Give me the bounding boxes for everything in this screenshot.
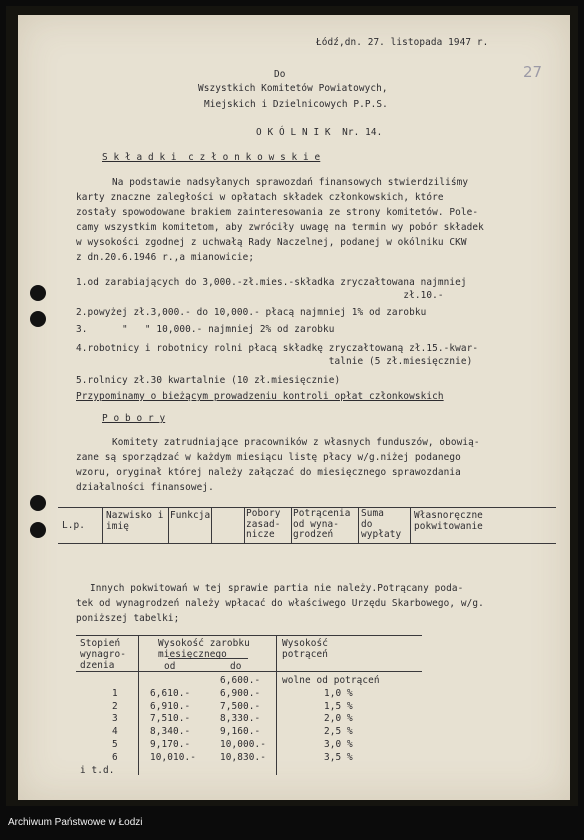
table-rule [211,507,212,543]
archive-name: Archiwum Państwowe w Łodzi [8,817,143,828]
table-rule [168,507,169,543]
column-header: Własnoręczne pokwitowanie [414,510,483,532]
text-line: tek od wynagrodzeń należy wpłacać do właściwego Urzędu Skarbowego, w/g. [76,598,484,609]
tax-cell-from: 9,170.- [150,739,191,750]
rate-item: talnie (5 zł.miesięcznie) [76,356,473,367]
tax-cell-from: 6,610.- [150,687,191,699]
document-page [18,15,570,800]
table-rule [76,635,422,636]
table-rule [358,507,359,543]
binder-hole [30,285,46,301]
binder-hole [30,522,46,538]
addressee-to: Do [274,69,286,80]
tax-cell-tax: 3,5 % [324,751,353,763]
tax-cell-to: 10,000.- [220,739,266,750]
tax-cell-to: 6,600.- [220,675,261,686]
binder-hole [30,311,46,327]
column-subheader: do [230,661,242,672]
tax-cell-tax: 2,5 % [324,726,353,738]
tax-cell-to: 8,330.- [220,713,261,725]
column-header: Wysokość potrąceń [282,638,328,660]
text-line: camy wszystkim komitetom, aby zwróciły uwagę na termin wy pobór składek [76,222,484,233]
table-rule [410,507,411,543]
table-rule [138,635,139,775]
table-rule [76,671,422,672]
tax-cell-tax: 3,0 % [324,739,353,750]
tax-cell-tax: 1,5 % [324,700,353,712]
tax-cell-tax: wolne od potrąceń [282,675,380,686]
column-header: Suma do wypłaty [361,508,402,540]
column-header: Funkcja [170,510,211,521]
addressee-line: Wszystkich Komitetów Powiatowych, [198,83,388,94]
archive-footer [0,806,584,840]
tax-cell-level: 1 [112,687,118,699]
column-subheader: od [164,661,176,672]
tax-cell-tax: 1,0 % [324,687,353,699]
table-rule [58,543,556,544]
tax-cell-level: 3 [112,713,118,725]
text-line: wzoru, oryginał której należy załączać do miesięcznego sprawozdania [76,467,461,478]
tax-cell-tax: 2,0 % [324,713,353,725]
column-header: Wysokość zarobku miesięcznego [158,638,250,660]
column-header: Pobory zasad- nicze [246,508,281,540]
text-line: w wysokości zgodnej z uchwałą Rady Naczelnej, podanej w okólniku CKW [76,237,467,248]
rate-item: 4.robotnicy i robotnicy rolni płacą składkę zryczałtowaną zł.15.-kwar- [76,343,479,354]
table-rule [291,507,292,543]
addressee-line: Miejskich i Dzielnicowych P.P.S. [204,99,388,110]
tax-cell-to: 10,830.- [220,751,266,763]
text-line: działalności finansowej. [76,482,214,493]
tax-cell-level: 4 [112,726,118,738]
rate-item: 5.rolnicy zł.30 kwartalnie (10 zł.miesięcznie) [76,375,341,386]
section-heading-salaries: P o b o r y [102,413,166,424]
tax-cell-level: 5 [112,739,118,750]
tax-cell-level: i t.d. [80,764,115,776]
tax-cell-from: 7,510.- [150,713,191,725]
tax-cell-to: 7,500.- [220,700,261,712]
tax-cell-level: 2 [112,700,118,712]
pencil-page-number: 27 [523,63,543,81]
text-line: z dn.20.6.1946 r.,a mianowicie; [76,252,255,263]
column-header: Potrącenia od wyna- grodzeń [293,508,351,540]
column-header: L.p. [62,520,85,531]
rate-item: 2.powyżej zł.3,000.- do 10,000.- płacą najmniej 1% od zarobku [76,307,427,318]
table-rule [102,507,103,543]
section-heading-dues: S k ł a d k i c z ł o n k o w s k i e [102,152,321,163]
column-header: Nazwisko i imię [106,510,164,532]
rate-item: zł.10.- [76,290,444,301]
tax-cell-level: 6 [112,751,118,763]
reminder-line: Przypominamy o bieżącym prowadzeniu kontroli opłat członkowskich [76,391,444,402]
rate-item: 1.od zarabiających do 3,000.-zł.mies.-składka zryczałtowana najmniej [76,277,467,288]
text-line: Na podstawie nadsyłanych sprawozdań finansowych stwierdziliśmy [112,177,469,188]
table-rule [276,635,277,775]
tax-cell-from: 6,910.- [150,700,191,712]
tax-cell-from: 10,010.- [150,751,196,763]
date-line: Łódź,dn. 27. listopada 1947 r. [316,37,489,48]
document-title: O K Ó L N I K Nr. 14. [256,127,383,138]
text-line: zane są sporządzać w każdym miesiącu listę płacy w/g.niżej podanego [76,452,461,463]
text-line: poniższej tabelki; [76,613,180,624]
rate-item: 3. " " 10,000.- najmniej 2% od zarobku [76,324,335,335]
table-rule [244,507,245,543]
binder-hole [30,495,46,511]
tax-cell-to: 6,900.- [220,687,261,699]
text-line: zostały spowodowane brakiem zainteresowania ze strony komitetów. Pole- [76,207,479,218]
text-line: karty znaczne zaległości w opłatach składek członkowskich, które [76,192,444,203]
text-line: Innych pokwitowań w tej sprawie partia nie należy.Potrącany poda- [90,583,464,594]
text-line: Komitety zatrudniające pracowników z własnych funduszów, obowią- [112,437,480,448]
column-header: Stopień wynagro- dzenia [80,638,126,671]
tax-cell-to: 9,160.- [220,726,261,738]
tax-cell-from: 8,340.- [150,726,191,738]
